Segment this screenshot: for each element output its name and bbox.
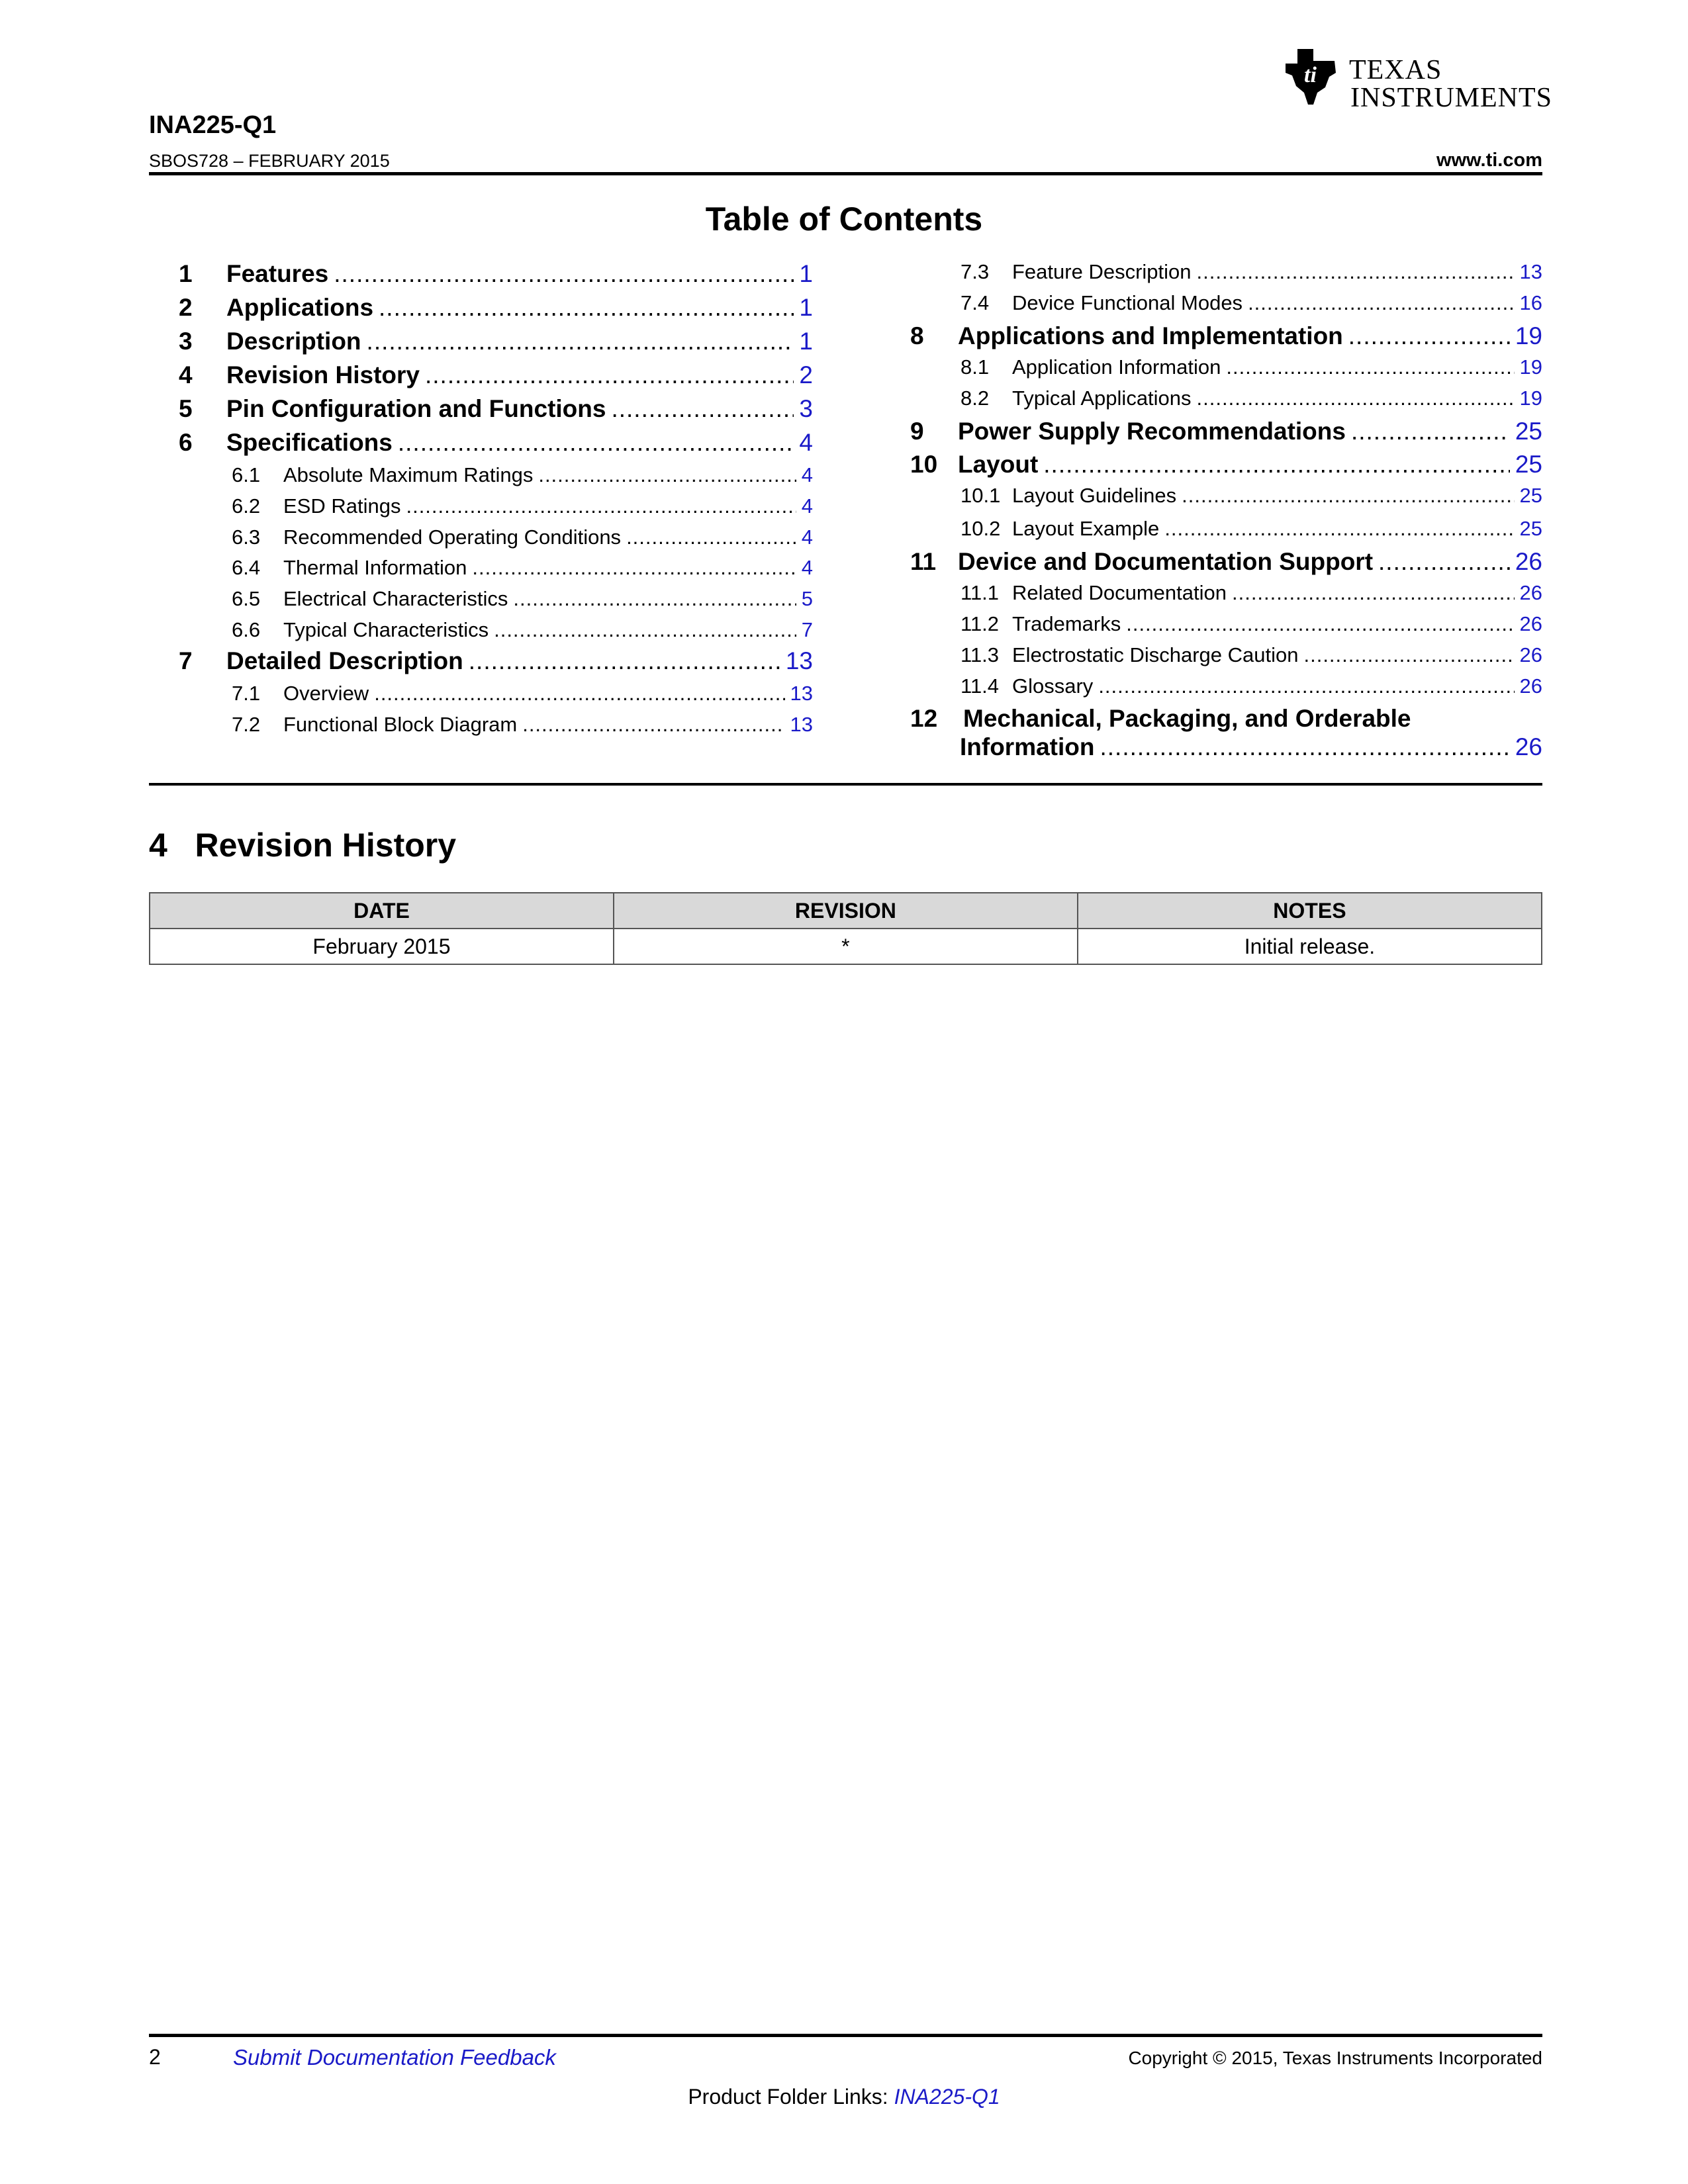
toc-entry-number: 6.3 xyxy=(232,525,261,549)
toc-entry-11-3[interactable] xyxy=(961,643,1542,667)
toc-dot-leader xyxy=(1248,291,1514,315)
document-id: SBOS728 – FEBRUARY 2015 xyxy=(149,151,390,171)
toc-entry-label: Recommended Operating Conditions xyxy=(283,525,622,549)
toc-entry-number: 2 xyxy=(179,294,193,321)
toc-entry-3[interactable] xyxy=(179,328,813,355)
column-header-notes: NOTES xyxy=(1078,893,1542,929)
toc-entry-number: 4 xyxy=(179,361,193,388)
toc-dot-leader xyxy=(1126,612,1514,636)
svg-text:ti: ti xyxy=(1304,63,1317,87)
toc-entry-label: Layout Guidelines xyxy=(1012,484,1177,507)
toc-entry-6-1[interactable] xyxy=(232,463,813,487)
toc-page-link[interactable]: 1 xyxy=(799,260,813,287)
table-header-row xyxy=(150,893,1542,929)
toc-entry-label: Specifications xyxy=(226,429,393,456)
toc-entry-11[interactable] xyxy=(910,548,1542,576)
toc-title: Table of Contents xyxy=(705,201,983,238)
part-number: INA225-Q1 xyxy=(149,111,277,139)
toc-entry-6-4[interactable] xyxy=(232,556,813,580)
section-number: 4 xyxy=(149,827,167,864)
toc-entry-number: 6.6 xyxy=(232,618,261,641)
toc-entry-7-4[interactable] xyxy=(961,291,1542,315)
toc-entry-label: Trademarks xyxy=(1012,612,1121,635)
toc-entry-number: 1 xyxy=(179,260,193,287)
toc-page-link[interactable]: 25 xyxy=(1519,484,1542,507)
footer-rule xyxy=(149,2034,1542,2037)
toc-entry-number: 8.2 xyxy=(961,387,990,410)
toc-page-link[interactable]: 19 xyxy=(1519,387,1542,410)
table-cell-notes: Initial release. xyxy=(1078,929,1542,964)
website-link[interactable]: www.ti.com xyxy=(1436,150,1542,171)
toc-entry-11-1[interactable] xyxy=(961,581,1542,605)
toc-entry-7[interactable] xyxy=(179,647,813,675)
section-heading xyxy=(149,826,456,864)
page-number: 2 xyxy=(149,2045,161,2069)
toc-entry-number: 6 xyxy=(179,429,193,456)
toc-entry-label: Layout xyxy=(958,451,1039,478)
toc-dot-leader xyxy=(1226,355,1514,379)
toc-entry-8-1[interactable] xyxy=(961,355,1542,379)
toc-page-link[interactable]: 1 xyxy=(799,328,813,355)
toc-entry-label: Thermal Information xyxy=(283,556,467,579)
toc-entry-10[interactable] xyxy=(910,451,1542,478)
toc-dot-leader xyxy=(406,494,796,518)
toc-dot-leader xyxy=(1164,517,1514,541)
toc-entry-5[interactable] xyxy=(179,395,813,423)
toc-entry-label: Related Documentation xyxy=(1012,581,1227,604)
toc-entry-number: 5 xyxy=(179,395,193,422)
toc-entry-label: Feature Description xyxy=(1012,260,1192,283)
folder-links-label: Product Folder Links: xyxy=(688,2085,888,2109)
toc-entry-8-2[interactable] xyxy=(961,387,1542,410)
revision-history-table xyxy=(149,892,1542,965)
toc-entry-label: Applications and Implementation xyxy=(958,322,1343,349)
toc-dot-leader xyxy=(374,682,784,705)
toc-entry-4[interactable] xyxy=(179,361,813,389)
toc-entry-2[interactable] xyxy=(179,294,813,322)
toc-entry-6[interactable] xyxy=(179,429,813,457)
toc-entry-number: 6.5 xyxy=(232,587,261,610)
toc-entry-label: ESD Ratings xyxy=(283,494,401,518)
toc-entry-number: 11.4 xyxy=(961,674,1000,698)
toc-entry-label: Device and Documentation Support xyxy=(958,548,1374,575)
toc-entry-7-1[interactable] xyxy=(232,682,813,705)
toc-entry-number: 9 xyxy=(910,418,924,445)
toc-entry-label: Features xyxy=(226,260,329,287)
toc-entry-label: Layout Example xyxy=(1012,517,1160,540)
toc-entry-number: 11.1 xyxy=(961,581,1000,604)
toc-entry-label: Electrostatic Discharge Caution xyxy=(1012,643,1299,666)
header-rule xyxy=(149,172,1542,175)
toc-dot-leader xyxy=(398,429,794,457)
toc-dot-leader xyxy=(1182,484,1514,508)
toc-dot-leader xyxy=(1043,451,1510,478)
toc-entry-label: Typical Characteristics xyxy=(283,618,489,641)
toc-page-link[interactable]: 7 xyxy=(801,618,813,641)
toc-entry-label: Device Functional Modes xyxy=(1012,291,1243,314)
toc-entry-label: Absolute Maximum Ratings xyxy=(283,463,534,486)
toc-page-link[interactable]: 16 xyxy=(1519,291,1542,314)
toc-entry-label: Mechanical, Packaging, and Orderable xyxy=(963,705,1411,732)
toc-entry-1[interactable] xyxy=(179,260,813,288)
toc-dot-leader xyxy=(334,260,794,288)
toc-page-link[interactable]: 13 xyxy=(1519,260,1542,283)
toc-entry-6-3[interactable] xyxy=(232,525,813,549)
toc-entry-6-2[interactable] xyxy=(232,494,813,518)
toc-page-link[interactable]: 25 xyxy=(1515,418,1542,445)
toc-dot-leader xyxy=(472,556,796,580)
ti-logo xyxy=(1283,46,1553,113)
toc-entry-label: Revision History xyxy=(226,361,420,388)
toc-entry-label: Information xyxy=(960,733,1095,760)
toc-entry-number: 10.2 xyxy=(961,517,1001,540)
toc-dot-leader xyxy=(1098,674,1514,698)
toc-dot-leader xyxy=(1378,548,1510,576)
toc-dot-leader xyxy=(425,361,794,389)
toc-entry-label: Typical Applications xyxy=(1012,387,1192,410)
toc-page-link[interactable]: 4 xyxy=(801,463,813,486)
toc-entry-number: 7.2 xyxy=(232,713,261,736)
toc-page-link[interactable]: 1 xyxy=(799,294,813,321)
toc-entry-number: 3 xyxy=(179,328,193,355)
toc-entry-label: Applications xyxy=(226,294,374,321)
toc-entry-12-continued[interactable] xyxy=(960,733,1542,761)
logo-text-line1: TEXAS xyxy=(1349,55,1442,85)
toc-dot-leader xyxy=(1100,733,1509,761)
toc-entry-label: Application Information xyxy=(1012,355,1221,379)
toc-entry-label: Detailed Description xyxy=(226,647,463,674)
toc-page-link[interactable]: 26 xyxy=(1515,733,1542,760)
column-header-revision: REVISION xyxy=(614,893,1078,929)
toc-page-link[interactable]: 13 xyxy=(790,713,813,736)
toc-page-link[interactable]: 4 xyxy=(801,556,813,579)
texas-state-logo-icon xyxy=(1283,46,1342,107)
toc-entry-label: Glossary xyxy=(1012,674,1094,698)
toc-page-link[interactable]: 26 xyxy=(1519,643,1542,666)
toc-entry-7-3[interactable] xyxy=(961,260,1542,284)
toc-entry-number: 7.4 xyxy=(961,291,990,314)
toc-entry-number: 7 xyxy=(179,647,193,674)
toc-entry-label: Pin Configuration and Functions xyxy=(226,395,606,422)
toc-entry-number: 8.1 xyxy=(961,355,990,379)
toc-page-link[interactable]: 25 xyxy=(1519,517,1542,540)
toc-dot-leader xyxy=(513,587,796,611)
toc-entry-label: Electrical Characteristics xyxy=(283,587,508,610)
product-folder-link[interactable]: INA225-Q1 xyxy=(894,2085,1000,2109)
product-folder-links xyxy=(0,2085,1688,2109)
table-cell-revision: * xyxy=(614,929,1078,964)
toc-entry-number: 7.1 xyxy=(232,682,261,705)
toc-page-link[interactable]: 4 xyxy=(799,429,813,456)
toc-dot-leader xyxy=(626,525,796,549)
toc-dot-leader xyxy=(522,713,784,737)
table-cell-date: February 2015 xyxy=(150,929,614,964)
toc-dot-leader xyxy=(367,328,794,355)
toc-entry-11-4[interactable] xyxy=(961,674,1542,698)
toc-page-link[interactable]: 13 xyxy=(790,682,813,705)
toc-page-link[interactable]: 25 xyxy=(1515,451,1542,478)
toc-entry-8[interactable] xyxy=(910,322,1542,350)
toc-page-link[interactable]: 19 xyxy=(1515,322,1542,349)
toc-entry-number: 7.3 xyxy=(961,260,990,283)
toc-entry-number: 11.3 xyxy=(961,643,1000,666)
toc-entry-6-5[interactable] xyxy=(232,587,813,611)
submit-feedback-link[interactable]: Submit Documentation Feedback xyxy=(233,2045,556,2070)
toc-entry-number: 11 xyxy=(910,548,937,575)
toc-entry-10-1[interactable] xyxy=(961,484,1542,508)
section-divider xyxy=(149,783,1542,786)
toc-entry-label: Functional Block Diagram xyxy=(283,713,518,736)
toc-entry-11-2[interactable] xyxy=(961,612,1542,636)
toc-entry-label: Power Supply Recommendations xyxy=(958,418,1346,445)
toc-page-link[interactable]: 3 xyxy=(799,395,813,422)
toc-page-link[interactable]: 26 xyxy=(1519,612,1542,635)
toc-entry-number: 6.2 xyxy=(232,494,261,518)
toc-entry-7-2[interactable] xyxy=(232,713,813,737)
toc-dot-leader xyxy=(538,463,796,487)
toc-page-link[interactable]: 26 xyxy=(1519,581,1542,604)
toc-dot-leader xyxy=(469,647,780,675)
table-row xyxy=(150,929,1542,964)
toc-entry-number: 12 xyxy=(910,705,938,732)
toc-page-link[interactable]: 4 xyxy=(801,494,813,518)
toc-page-link[interactable]: 13 xyxy=(785,647,813,674)
toc-dot-leader xyxy=(1232,581,1515,605)
toc-entry-number: 11.2 xyxy=(961,612,1000,635)
toc-entry-6-6[interactable] xyxy=(232,618,813,642)
toc-page-link[interactable]: 2 xyxy=(799,361,813,388)
toc-dot-leader xyxy=(379,294,794,322)
section-title: Revision History xyxy=(195,827,457,864)
toc-dot-leader xyxy=(611,395,794,423)
toc-page-link[interactable]: 26 xyxy=(1515,548,1542,575)
copyright-notice: Copyright © 2015, Texas Instruments Incorporated xyxy=(1128,2048,1542,2068)
toc-dot-leader xyxy=(494,618,796,642)
toc-entry-number: 10.1 xyxy=(961,484,1001,507)
toc-entry-number: 8 xyxy=(910,322,924,349)
toc-dot-leader xyxy=(1348,322,1510,350)
toc-entry-number: 10 xyxy=(910,451,938,478)
toc-page-link[interactable]: 5 xyxy=(801,587,813,610)
column-header-date: DATE xyxy=(150,893,614,929)
toc-entry-label: Overview xyxy=(283,682,369,705)
toc-dot-leader xyxy=(1351,418,1510,445)
toc-entry-label: Description xyxy=(226,328,361,355)
toc-page-link[interactable]: 19 xyxy=(1519,355,1542,379)
toc-dot-leader xyxy=(1197,387,1515,410)
toc-entry-9[interactable] xyxy=(910,418,1542,445)
logo-text-line2: INSTRUMENTS xyxy=(1350,83,1553,113)
toc-dot-leader xyxy=(1303,643,1514,667)
toc-entry-number: 6.1 xyxy=(232,463,261,486)
toc-page-link[interactable]: 4 xyxy=(801,525,813,549)
toc-entry-10-2[interactable] xyxy=(961,517,1542,541)
toc-dot-leader xyxy=(1197,260,1515,284)
toc-entry-number: 6.4 xyxy=(232,556,261,579)
toc-page-link[interactable]: 26 xyxy=(1519,674,1542,698)
